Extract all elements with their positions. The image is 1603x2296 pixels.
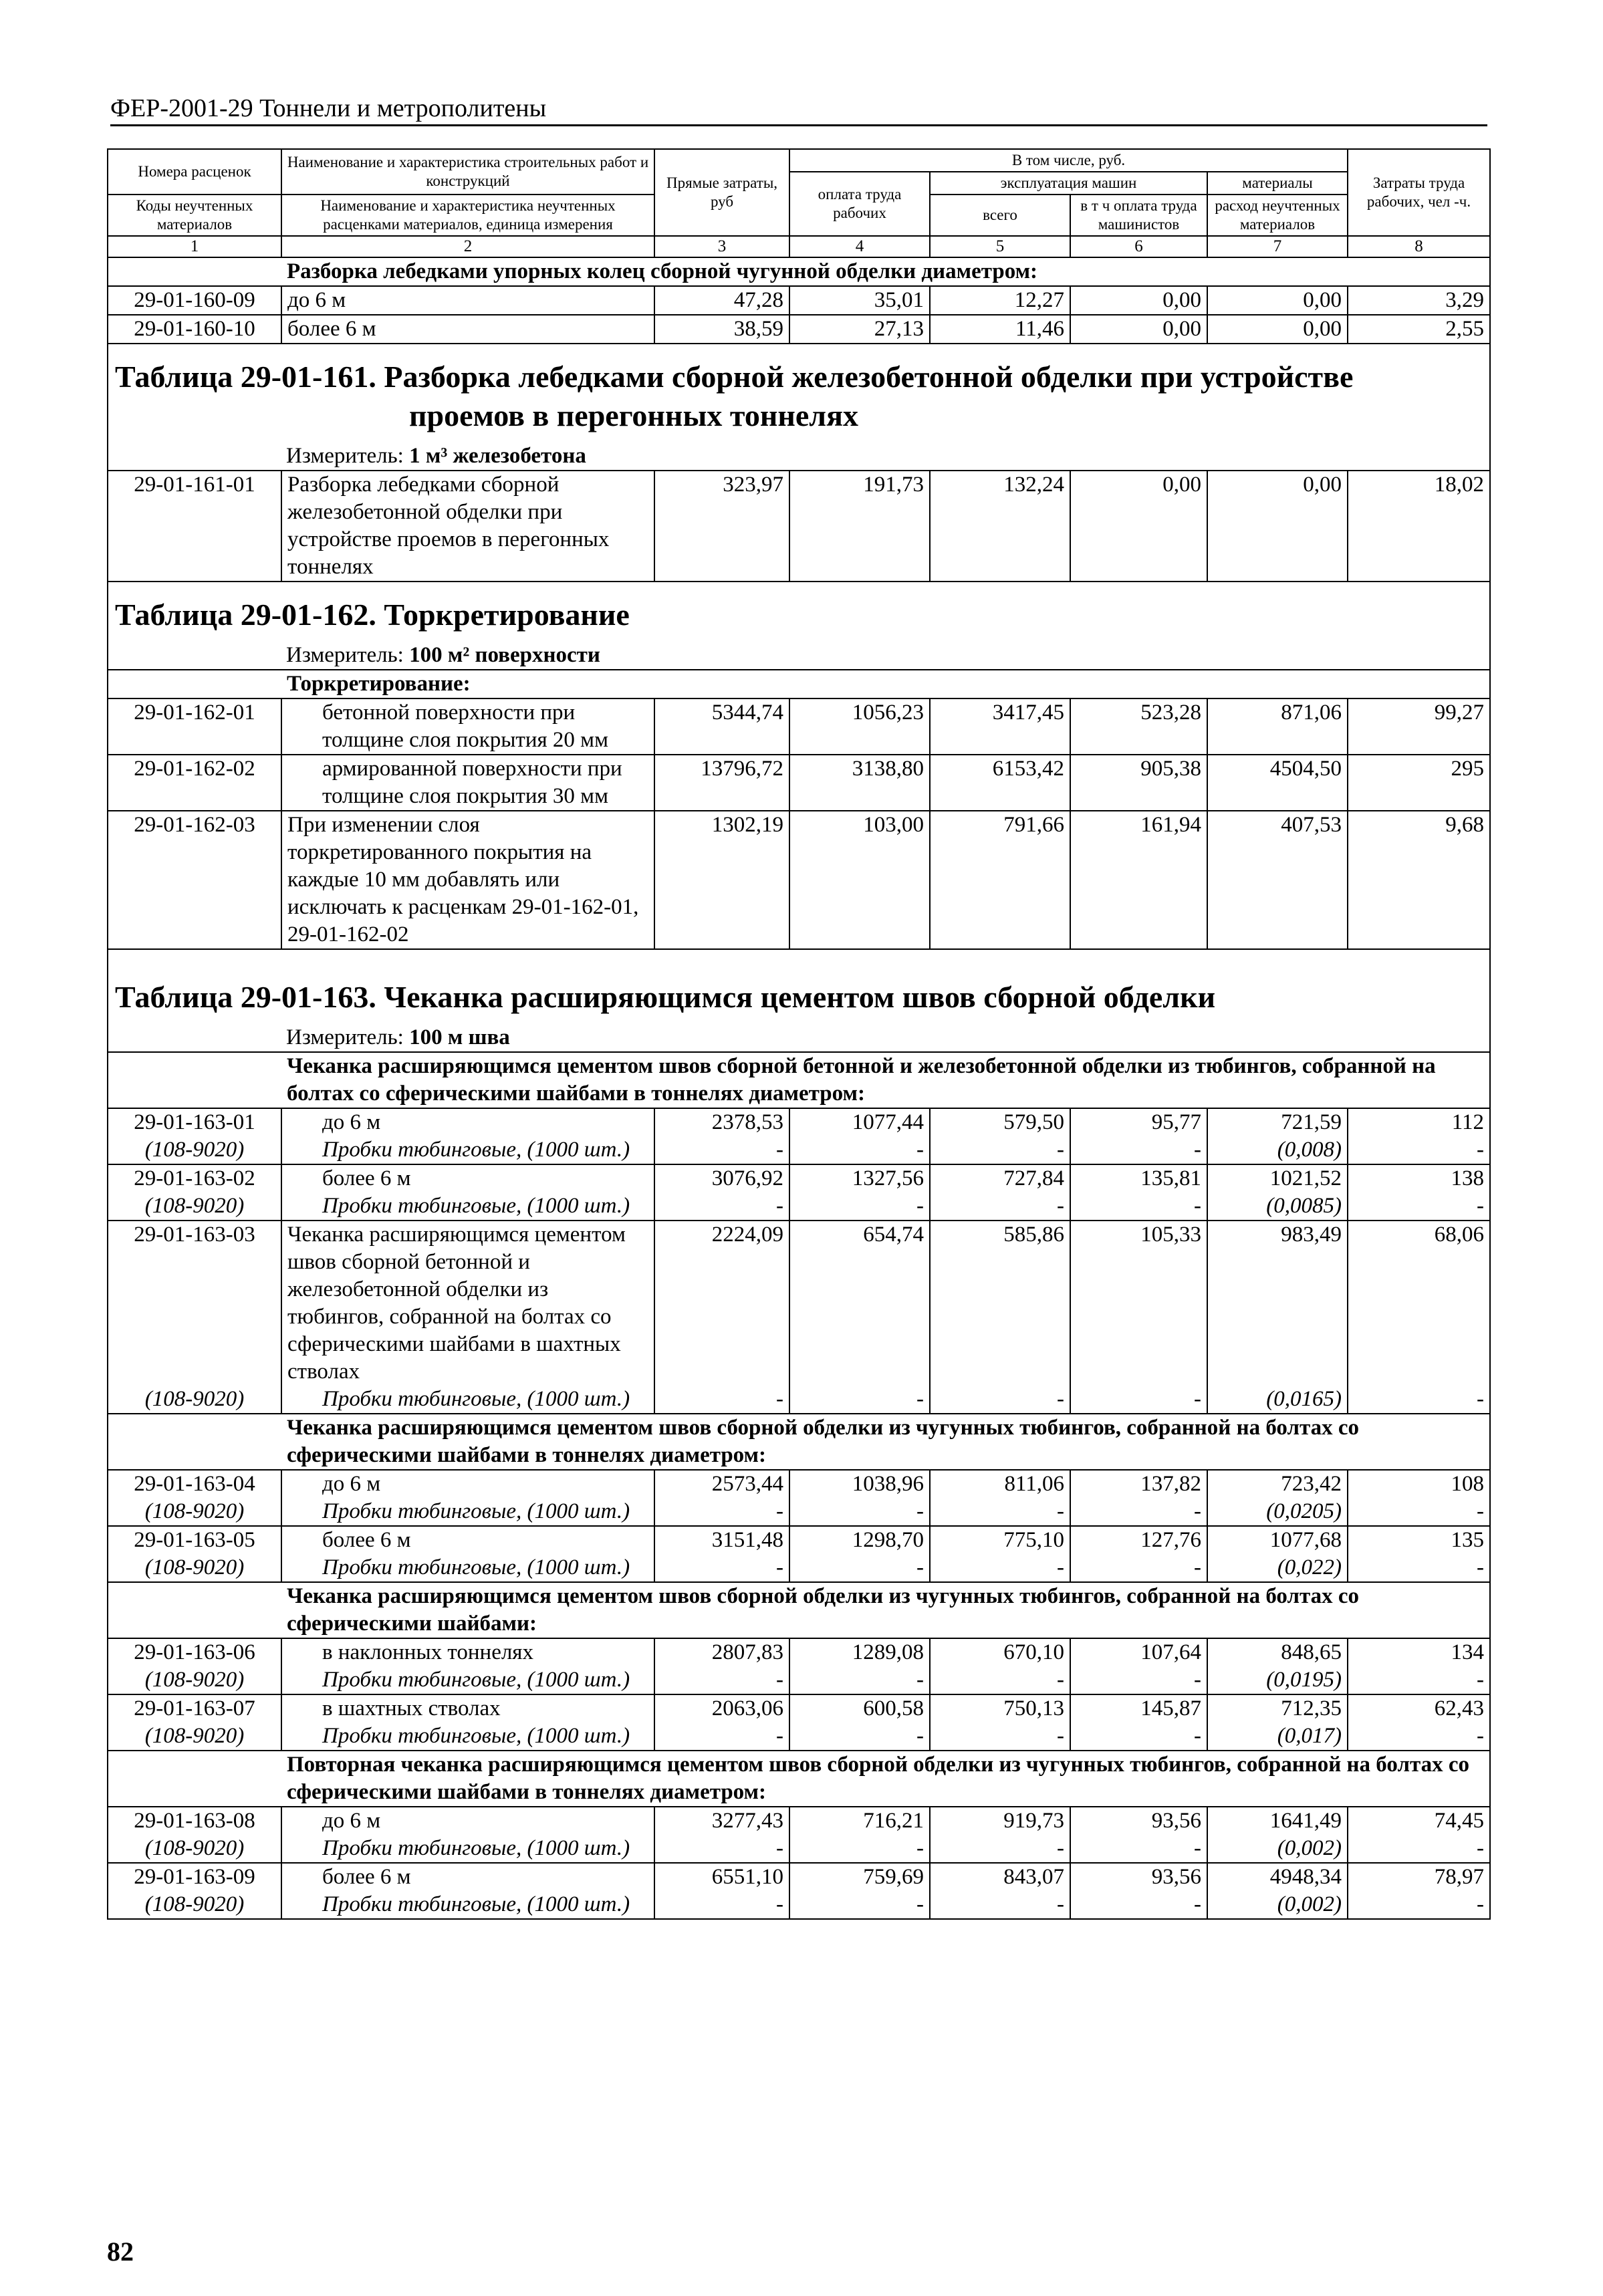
table-row: 29-01-161-01 Разборка лебедками сборной железобетонной обделки при устройстве проемов в перегонных тоннелях 323,97 191,73 132,24 0,00 0,00 18,02 <box>108 471 1490 582</box>
group-row <box>108 1582 1490 1638</box>
material-row: (108-9020) Пробки тюбинговые, (1000 шт.) - - - - (0,002) - <box>108 1835 1490 1863</box>
table-162-title: Таблица 29-01-162. Торкретирование <box>108 582 1490 637</box>
table-row: 29-01-163-04 до 6 м 2573,44 1038,96 811,06 137,82 723,42 108 <box>108 1470 1490 1498</box>
header-col1-bottom: Коды неучтенных материалов <box>108 195 281 236</box>
material-row: (108-9020) Пробки тюбинговые, (1000 шт.) - - - - (0,002) - <box>108 1891 1490 1919</box>
table-163-title: Таблица 29-01-163. Чеканка расширяющимся цементом швов сборной обделки <box>108 974 1490 1019</box>
table-row: 29-01-160-09 до 6 м 47,28 35,01 12,27 0,00 0,00 3,29 <box>108 286 1490 315</box>
table-row: 29-01-162-02 армированной поверхности при толщине слоя покрытия 30 мм 13796,72 3138,80 6153,42 905,38 4504,50 295 <box>108 755 1490 811</box>
group-title: Чеканка расширяющимся цементом швов сборной обделки из чугунных тюбингов, собранной на болтах со сферическими шайбами в тоннелях диаметром: <box>281 1414 1490 1470</box>
table-row: 29-01-160-10 более 6 м 38,59 27,13 11,46 0,00 0,00 2,55 <box>108 315 1490 344</box>
table-row: 29-01-162-03 При изменении слоя торкретированного покрытия на каждые 10 мм добавлять или исключать к расценкам 29-01-162-01, 29-01-162-02 1302,19 103,00 791,66 161,94 407,53 9,68 <box>108 811 1490 949</box>
group-title: Разборка лебедками упорных колец сборной чугунной обделки диаметром: <box>281 257 1490 286</box>
group-row <box>108 257 1490 286</box>
material-row: (108-9020) Пробки тюбинговые, (1000 шт.) - - - - (0,0085) - <box>108 1192 1490 1221</box>
header-machines: эксплуатация машин <box>930 172 1207 195</box>
group-title: Торкретирование: <box>281 670 1490 698</box>
header-col2-top: Наименование и характеристика строительных работ и конструкций <box>281 149 654 195</box>
material-row: (108-9020) Пробки тюбинговые, (1000 шт.) - - - - (0,0195) - <box>108 1666 1490 1694</box>
table-162-meter: Измеритель: 100 м² поверхности <box>108 637 1490 670</box>
material-row: (108-9020) Пробки тюбинговые, (1000 шт.) - - - - (0,0205) - <box>108 1498 1490 1526</box>
header-labor-pay: оплата труда рабочих <box>789 172 930 236</box>
group-title: Чеканка расширяющимся цементом швов сборной бетонной и железобетонной обделки из тюбингов, собранной на болтах со сферическими шайбами в тоннелях диаметром: <box>281 1052 1490 1108</box>
table-row: 29-01-163-05 более 6 м 3151,48 1298,70 775,10 127,76 1077,68 135 <box>108 1526 1490 1554</box>
header-row <box>108 149 1490 172</box>
material-row: (108-9020) Пробки тюбинговые, (1000 шт.) - - - - (0,0165) - <box>108 1386 1490 1414</box>
header-machines-incl: в т ч оплата труда машинистов <box>1070 195 1207 236</box>
column-index-row: 1 2 3 4 5 6 7 8 <box>108 236 1490 257</box>
table-163-meter: Измеритель: 100 м шва <box>108 1019 1490 1052</box>
header-col2-bottom: Наименование и характеристика неучтенных расценками материалов, единица измерения <box>281 195 654 236</box>
header-materials-sub: расход неучтенных материалов <box>1207 195 1348 236</box>
table-row: 29-01-163-08 до 6 м 3277,43 716,21 919,73 93,56 1641,49 74,45 <box>108 1807 1490 1835</box>
table-row: 29-01-163-06 в наклонных тоннелях 2807,83 1289,08 670,10 107,64 848,65 134 <box>108 1638 1490 1666</box>
group-title: Повторная чеканка расширяющимся цементом швов сборной обделки из чугунных тюбингов, собранной на болтах со сферическими шайбами в тоннелях диаметром: <box>281 1751 1490 1807</box>
header-materials: материалы <box>1207 172 1348 195</box>
material-row: (108-9020) Пробки тюбинговые, (1000 шт.) - - - - (0,008) - <box>108 1136 1490 1164</box>
group-row <box>108 1751 1490 1807</box>
material-row: (108-9020) Пробки тюбинговые, (1000 шт.) - - - - (0,017) - <box>108 1723 1490 1751</box>
table-row: 29-01-162-01 бетонной поверхности при толщине слоя покрытия 20 мм 5344,74 1056,23 3417,45 523,28 871,06 99,27 <box>108 698 1490 755</box>
page-number: 82 <box>107 2237 134 2267</box>
header-incl: В том числе, руб. <box>789 149 1348 172</box>
table-row: 29-01-163-07 в шахтных стволах 2063,06 600,58 750,13 145,87 712,35 62,43 <box>108 1694 1490 1723</box>
table-161-meter: Измеритель: 1 м³ железобетона <box>108 438 1490 471</box>
header-rule <box>110 124 1487 126</box>
table-161-title: Таблица 29-01-161. Разборка лебедками сборной железобетонной обделки при устройстве проемов в перегонных тоннелях <box>108 344 1490 438</box>
table-row: 29-01-163-09 более 6 м 6551,10 759,69 843,07 93,56 4948,34 78,97 <box>108 1863 1490 1891</box>
group-title: Чеканка расширяющимся цементом швов сборной обделки из чугунных тюбингов, собранной на болтах со сферическими шайбами: <box>281 1582 1490 1638</box>
table-row: 29-01-163-03 Чеканка расширяющимся цементом швов сборной бетонной и железобетонной обделки из тюбингов, собранной на болтах со сферическими шайбами в шахтных стволах 2224,09 654,74 585,86 105,33 983,49 68,06 <box>108 1221 1490 1386</box>
group-row <box>108 670 1490 698</box>
rates-table <box>107 148 1491 1920</box>
header-machines-total: всего <box>930 195 1070 236</box>
header-labor: Затраты труда рабочих, чел -ч. <box>1348 149 1490 236</box>
group-row <box>108 1052 1490 1108</box>
header-direct-costs: Прямые затраты, руб <box>654 149 789 236</box>
header-col1-top: Номера расценок <box>108 149 281 195</box>
table-row: 29-01-163-02 более 6 м 3076,92 1327,56 727,84 135,81 1021,52 138 <box>108 1164 1490 1192</box>
material-row: (108-9020) Пробки тюбинговые, (1000 шт.) - - - - (0,022) - <box>108 1554 1490 1582</box>
group-row <box>108 1414 1490 1470</box>
table-row: 29-01-163-01 до 6 м 2378,53 1077,44 579,50 95,77 721,59 112 <box>108 1108 1490 1136</box>
running-header: ФЕР-2001-29 Тоннели и метрополитены <box>110 94 547 122</box>
